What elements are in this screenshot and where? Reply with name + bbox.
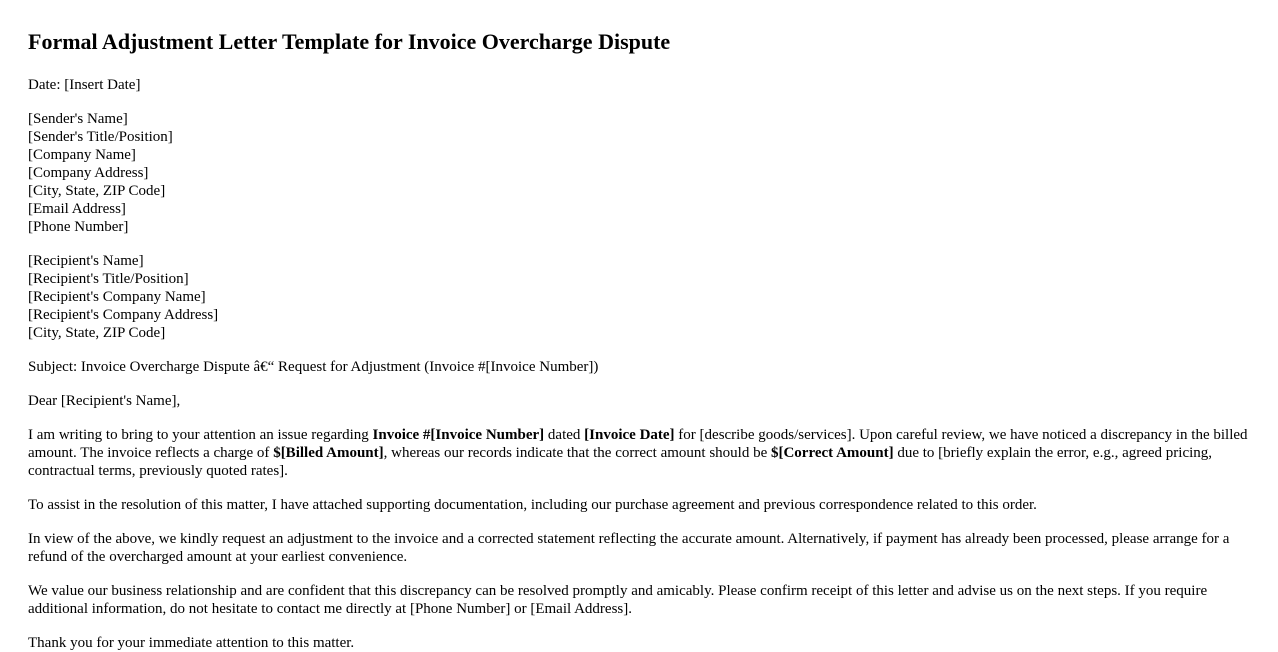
sender-email: [Email Address] [28, 201, 126, 217]
sender-address: [Company Address] [28, 165, 149, 181]
body-paragraph-1 [28, 426, 1250, 480]
para1-text-2: dated [544, 427, 585, 443]
sender-company: [Company Name] [28, 147, 136, 163]
body-paragraph-2: To assist in the resolution of this matter, I have attached supporting documentation, including our purchase agreement and previous correspondence related to this order. [28, 497, 1037, 513]
subject-line: Subject: Invoice Overcharge Dispute â€“ Request for Adjustment (Invoice #[Invoice Number]) [28, 359, 599, 375]
para1-text-1: I am writing to bring to your attention an issue regarding [28, 427, 373, 443]
para1-text-4: , whereas our records indicate that the correct amount should be [383, 445, 771, 461]
recipient-title: [Recipient's Title/Position] [28, 271, 189, 287]
salutation: Dear [Recipient's Name], [28, 393, 181, 409]
body-paragraph-3: In view of the above, we kindly request an adjustment to the invoice and a corrected statement reflecting the accurate amount. Alternatively, if payment has already been processed, please arrange for a refund of the overcharged amount at your earliest convenience. [28, 531, 1230, 565]
para1-text-3: for [describe goods/services]. Upon careful review, we have noticed a discrepancy in the billed amount. The invoice reflects a charge of [28, 427, 1248, 461]
page-title: Formal Adjustment Letter Template for Invoice Overcharge Dispute [28, 29, 671, 54]
para1-text-5: due to [briefly explain the error, e.g., agreed pricing, contractual terms, previously quoted rates]. [28, 445, 1213, 479]
date-line: Date: [Insert Date] [28, 77, 141, 93]
correct-amount-bold: $[Correct Amount] [770, 445, 894, 461]
invoice-date-bold: [Invoice Date] [584, 427, 675, 443]
invoice-number-bold: Invoice #[Invoice Number] [372, 427, 545, 443]
sender-name: [Sender's Name] [28, 111, 128, 127]
sender-title: [Sender's Title/Position] [28, 129, 173, 145]
body-paragraph-4: We value our business relationship and are confident that this discrepancy can be resolved promptly and amicably. Please confirm receipt of this letter and advise us on the next steps. If you require additional information, do not hesitate to contact me directly at [Phone Number] or [Email Address]. [28, 583, 1208, 617]
recipient-block [28, 252, 1250, 342]
recipient-company: [Recipient's Company Name] [28, 289, 206, 305]
sender-block [28, 110, 1250, 236]
billed-amount-bold: $[Billed Amount] [273, 445, 384, 461]
sender-city: [City, State, ZIP Code] [28, 183, 166, 199]
recipient-address: [Recipient's Company Address] [28, 307, 219, 323]
recipient-name: [Recipient's Name] [28, 253, 144, 269]
body-paragraph-5: Thank you for your immediate attention to this matter. [28, 635, 355, 651]
sender-phone: [Phone Number] [28, 219, 129, 235]
recipient-city: [City, State, ZIP Code] [28, 325, 166, 341]
